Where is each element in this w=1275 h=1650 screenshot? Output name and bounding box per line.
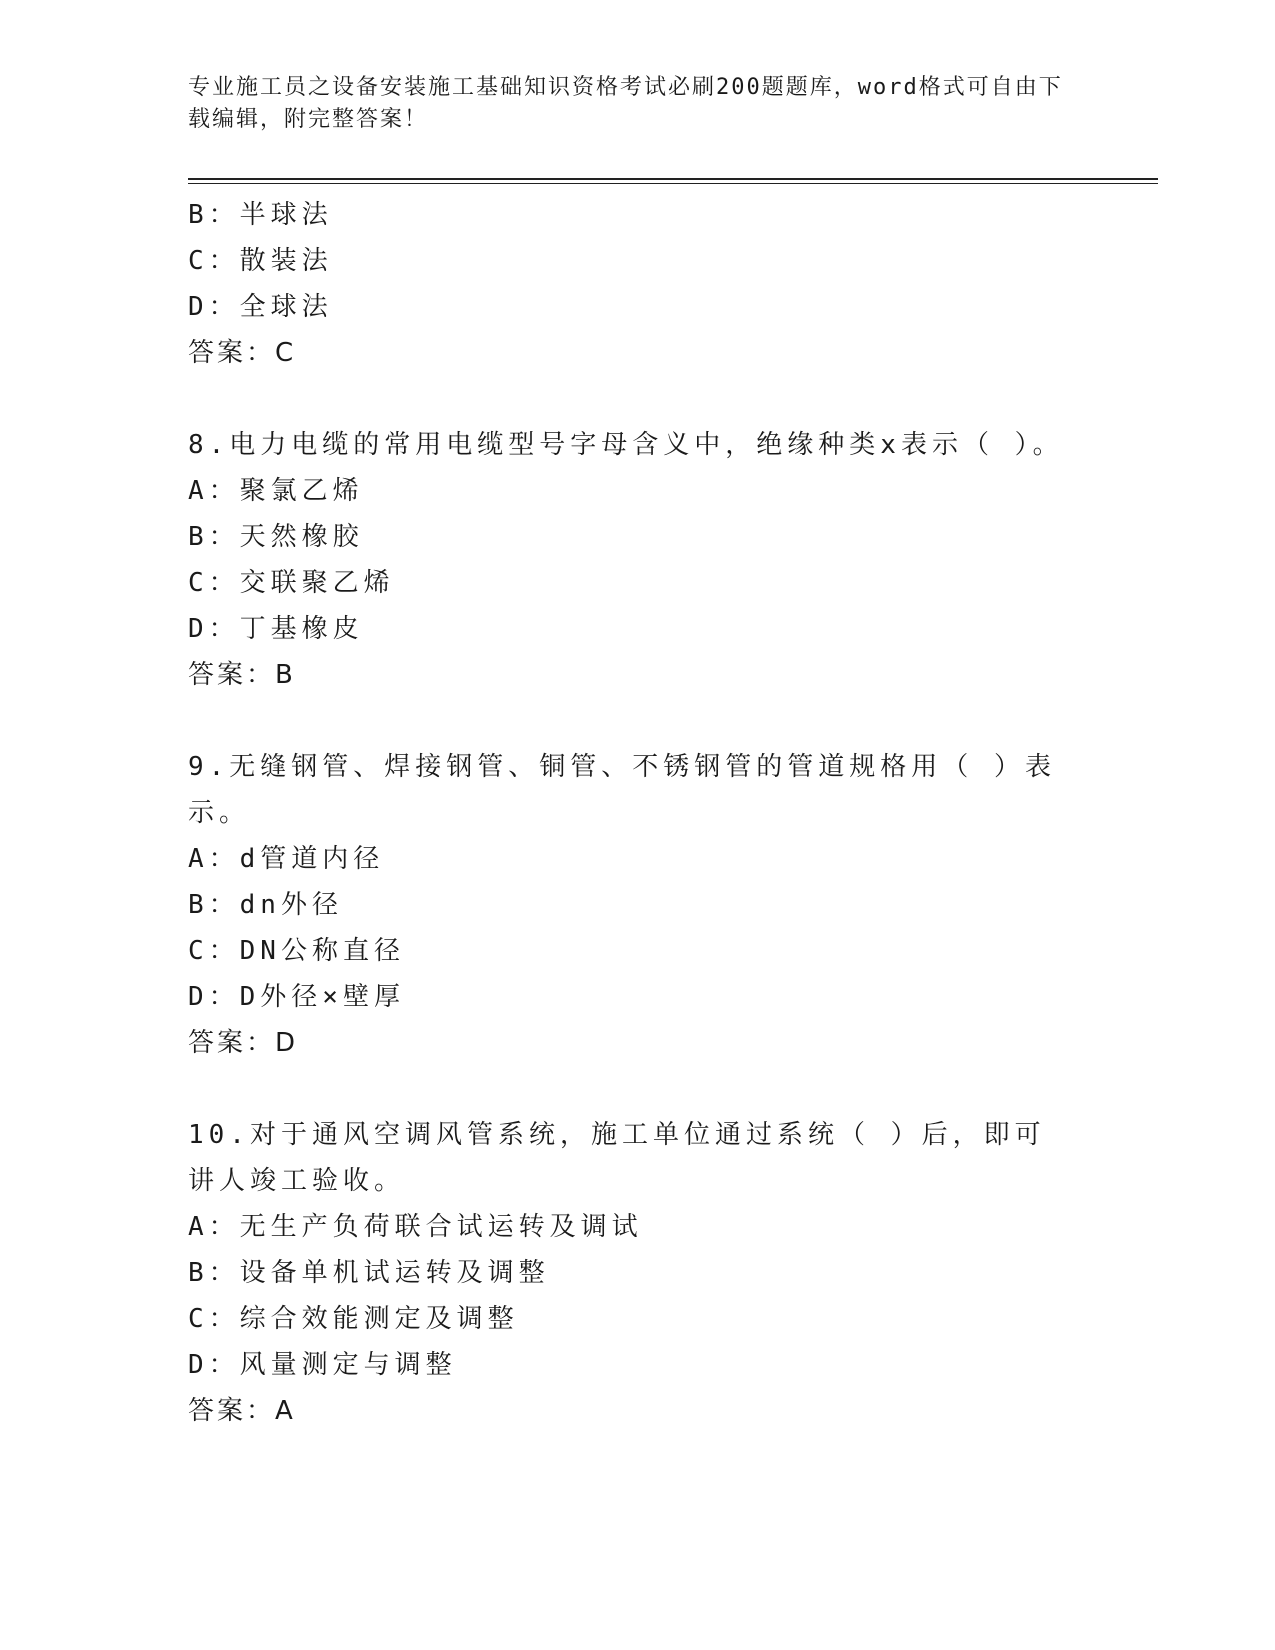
option-d: D：全球法 (188, 292, 333, 322)
spacer (188, 376, 1088, 422)
option-c: C：交联聚乙烯 (188, 568, 395, 598)
option-c: C：DN公称直径 (188, 936, 405, 966)
option-d: D：风量测定与调整 (188, 1350, 457, 1380)
option-d: D：丁基橡皮 (188, 614, 364, 644)
question-stem: 8.电力电缆的常用电缆型号字母含义中，绝缘种类x表示（ ）。 (188, 430, 1064, 460)
option-b: B：设备单机试运转及调整 (188, 1258, 550, 1288)
question-list (188, 192, 1088, 1434)
header-title: 专业施工员之设备安装施工基础知识资格考试必刷200题题库，word格式可自由下载编辑，附完整答案！ (188, 75, 1063, 132)
answer: 答案：B (188, 660, 296, 690)
question-stem: 10.对于通风空调风管系统，施工单位通过系统（ ）后，即可讲人竣工验收。 (188, 1120, 1046, 1196)
question-8 (188, 422, 1088, 698)
option-b: B：天然橡胶 (188, 522, 364, 552)
document-header (188, 72, 1068, 136)
header-divider (188, 178, 1158, 180)
spacer (188, 1066, 1088, 1112)
answer: 答案：A (188, 1396, 296, 1426)
option-c: C：散装法 (188, 246, 333, 276)
option-b: B：dn外径 (188, 890, 343, 920)
option-b: B：半球法 (188, 200, 333, 230)
header-divider-thin (188, 183, 1158, 184)
option-a: A：聚氯乙烯 (188, 476, 364, 506)
answer: 答案：C (188, 338, 297, 368)
answer: 答案：D (188, 1028, 299, 1058)
option-d: D：D外径×壁厚 (188, 982, 405, 1012)
option-c: C：综合效能测定及调整 (188, 1304, 519, 1334)
question-stem: 9.无缝钢管、焊接钢管、铜管、不锈钢管的管道规格用（ ）表示。 (188, 752, 1056, 828)
question-10 (188, 1112, 1088, 1434)
question-7 (188, 192, 1088, 376)
spacer (188, 698, 1088, 744)
option-a: A：d管道内径 (188, 844, 385, 874)
question-9 (188, 744, 1088, 1066)
option-a: A：无生产负荷联合试运转及调试 (188, 1212, 643, 1242)
